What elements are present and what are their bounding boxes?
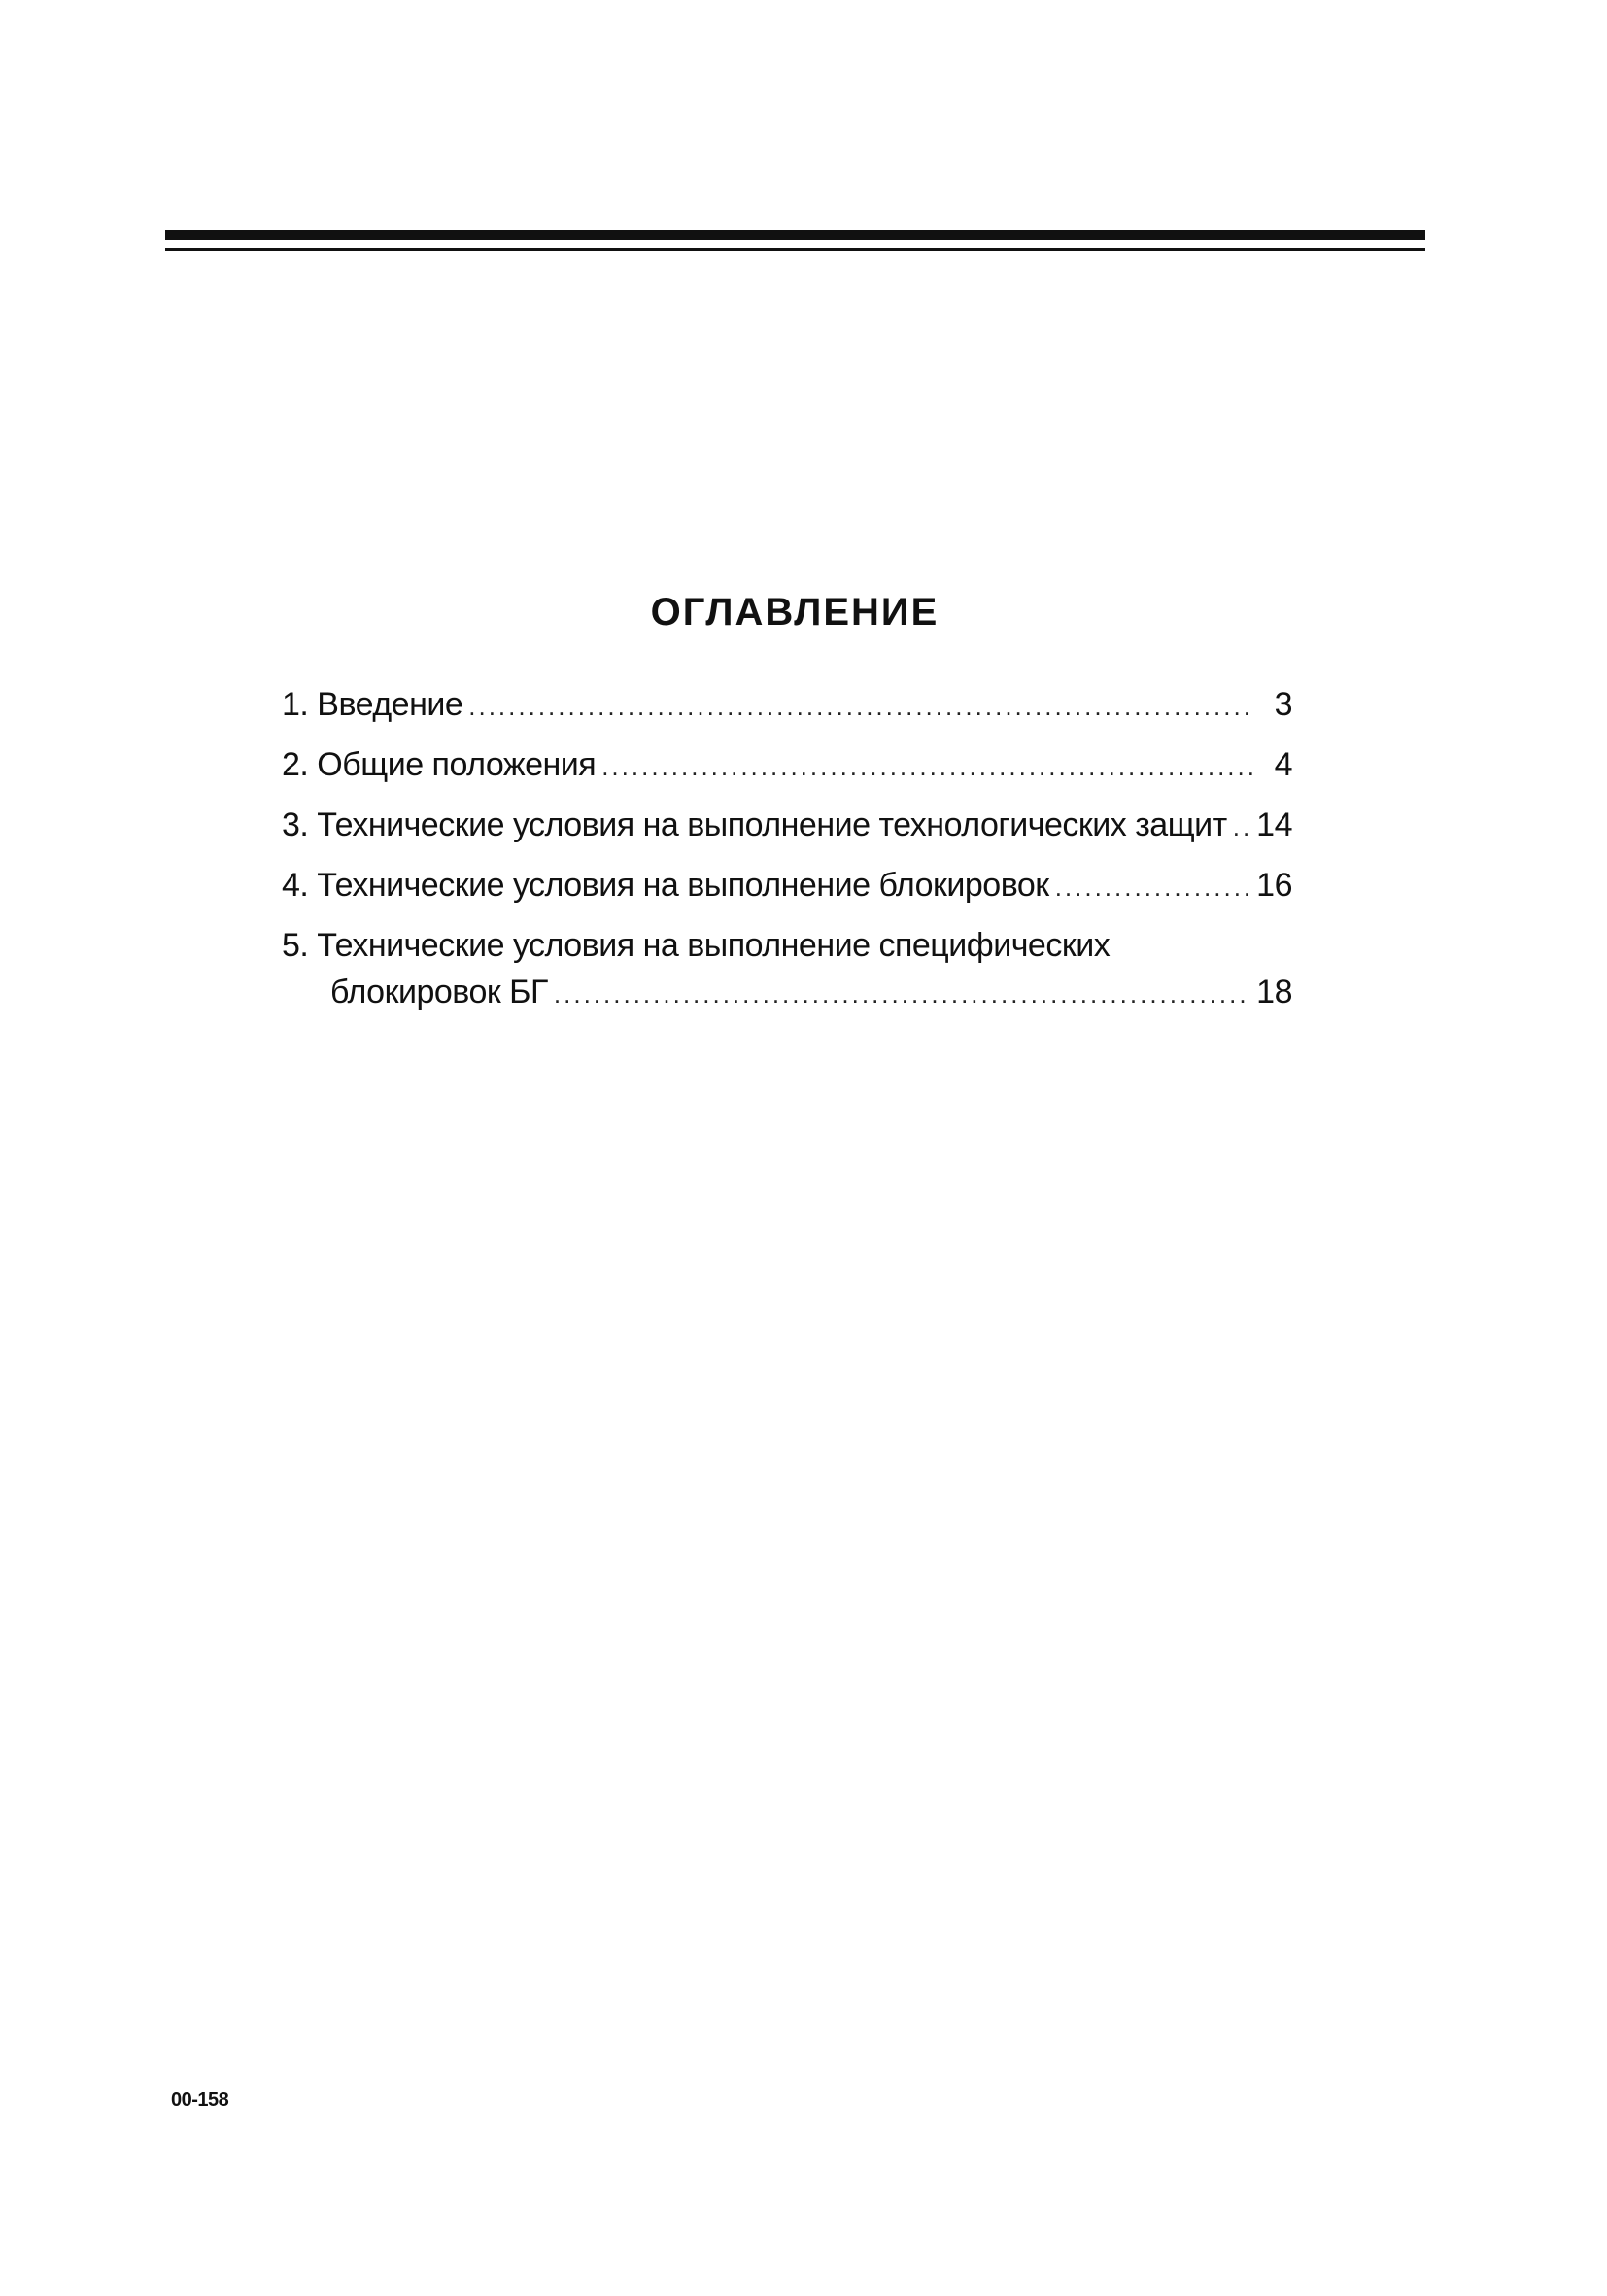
toc-leader-dots — [554, 970, 1250, 1018]
toc-entry — [282, 861, 1292, 921]
toc-entry-text: 3. Технические условия на выполнение технологических защит — [282, 806, 1227, 843]
toc-entry-text: 1. Введение — [282, 686, 463, 723]
toc-entry-continuation — [282, 968, 1292, 1028]
toc-leader-dots — [468, 682, 1253, 731]
toc-entry-page: 14 — [1256, 806, 1292, 843]
table-of-contents — [282, 680, 1292, 1028]
header-rule-thin — [165, 248, 1425, 251]
toc-entry-page: 18 — [1256, 974, 1292, 1011]
toc-entry-text: 5. Технические условия на выполнение специфических — [282, 927, 1111, 964]
toc-leader-dots — [601, 742, 1253, 791]
toc-leader-dots — [1233, 803, 1250, 851]
toc-leader-dots — [1055, 863, 1250, 911]
toc-entry — [282, 680, 1292, 740]
toc-entry — [282, 921, 1292, 968]
toc-entry-page: 4 — [1274, 746, 1292, 783]
toc-entry-page: 16 — [1256, 867, 1292, 904]
toc-entry-text: 4. Технические условия на выполнение блокировок — [282, 867, 1049, 904]
header-rule-thick — [165, 230, 1425, 240]
document-code: 00-158 — [171, 2089, 229, 2110]
toc-entry-page: 3 — [1274, 686, 1292, 723]
toc-entry-text: 2. Общие положения — [282, 746, 597, 783]
toc-entry — [282, 740, 1292, 801]
toc-entry — [282, 801, 1292, 861]
toc-entry-text-continuation: блокировок БГ — [330, 974, 548, 1011]
toc-title: ОГЛАВЛЕНИЕ — [650, 591, 940, 634]
